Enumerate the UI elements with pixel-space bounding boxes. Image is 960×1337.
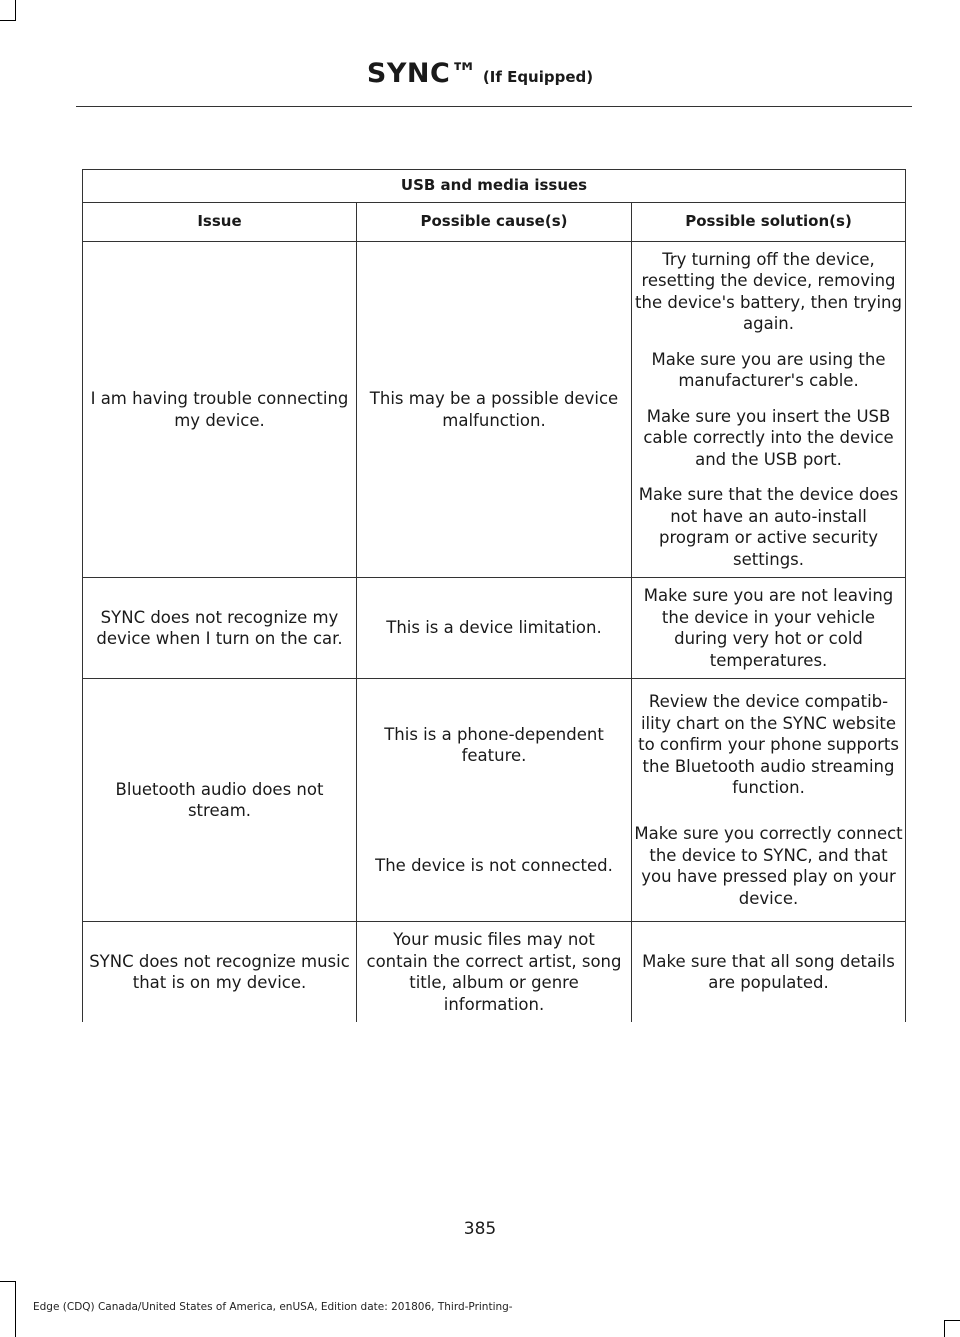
column-header-solution: Possible solution(s) (632, 203, 906, 242)
solution-text: Make sure that all song details are populated. (642, 951, 895, 992)
crop-mark (944, 1320, 945, 1337)
cause-cell: This is a phone-dependent feature. (357, 679, 632, 812)
solution-cell (632, 578, 906, 679)
solution-text: Review the device compatib-ility chart on the SYNC website to confirm your phone supports the Bluetooth audio streaming function. (638, 692, 899, 798)
crop-mark (15, 0, 16, 20)
table-row (83, 922, 906, 1023)
table-caption: USB and media issues (83, 170, 906, 203)
solution-text: Try turning off the device, resetting the device, removing the device's battery, then trying again. (635, 249, 902, 334)
crop-mark (0, 1281, 16, 1282)
page-footer: Edge (CDQ) Canada/United States of America, enUSA, Edition date: 201806, Third-Printing- (33, 1301, 513, 1313)
issue-cell: Bluetooth audio does not stream. (83, 679, 357, 922)
solution-text: Make sure that the device does not have an auto-install program or active security settings. (638, 485, 899, 569)
header-divider (76, 106, 912, 107)
page-number: 385 (463, 1219, 497, 1239)
issue-cell: SYNC does not recognize music that is on my device. (83, 922, 357, 1023)
column-header-cause: Possible cause(s) (357, 203, 632, 242)
solution-cell (632, 811, 906, 922)
crop-mark (944, 1320, 960, 1321)
solution-cell (632, 679, 906, 812)
page-subtitle: (If Equipped) (482, 68, 594, 86)
solution-text: Make sure you are using the manufacturer's cable. (651, 349, 886, 391)
table-header-row (83, 203, 906, 242)
crop-mark (15, 1281, 16, 1337)
issue-cell: SYNC does not recognize my device when I turn on the car. (83, 578, 357, 679)
cause-cell: This is a device limitation. (357, 578, 632, 679)
page-title: SYNC™ (366, 58, 478, 89)
cause-cell: The device is not connected. (357, 811, 632, 922)
solution-cell (632, 922, 906, 1023)
table-row (83, 578, 906, 679)
cause-cell: This may be a possible device malfunction. (357, 242, 632, 578)
solution-text: Make sure you insert the USB cable correctly into the device and the USB port. (643, 406, 894, 469)
solution-text: Make sure you correctly connect the device to SYNC, and that you have pressed play on your device. (634, 824, 903, 908)
crop-mark (0, 20, 16, 21)
usb-media-issues-table (82, 169, 906, 1022)
issue-cell: I am having trouble connecting my device. (83, 242, 357, 578)
table-row (83, 242, 906, 578)
cause-cell: Your music files may not contain the correct artist, song title, album or genre information. (357, 922, 632, 1023)
table-row (83, 679, 906, 812)
column-header-issue: Issue (83, 203, 357, 242)
solution-text: Make sure you are not leaving the device in your vehicle during very hot or cold temperatures. (643, 586, 894, 670)
page-header (0, 58, 960, 89)
solution-cell (632, 242, 906, 578)
